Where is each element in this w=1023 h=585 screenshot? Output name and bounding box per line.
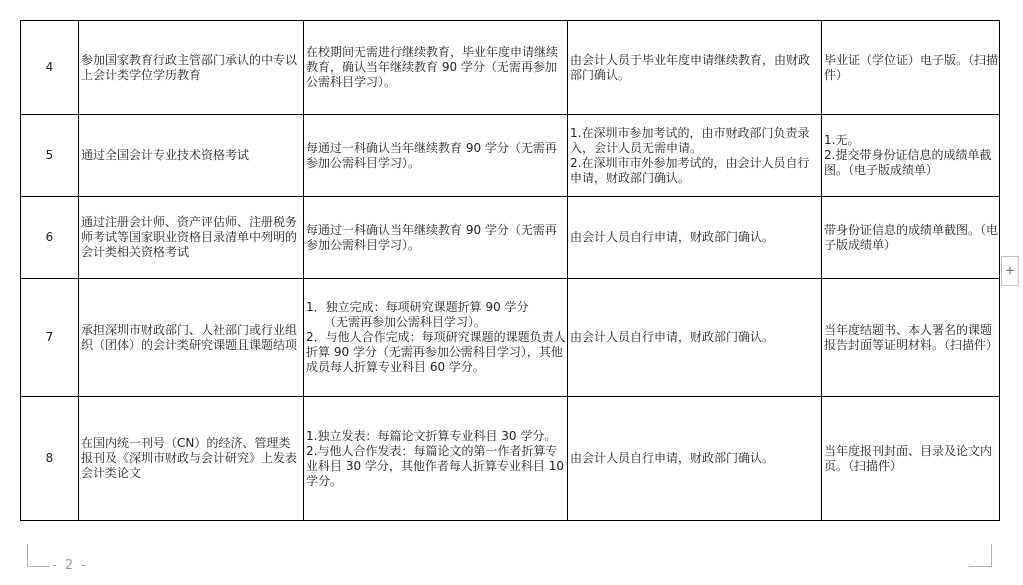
standard-line: 1.独立发表：每篇论文折算专业科目 30 学分。 [306,428,557,443]
standard-line: 1．独立完成：每项研究课题折算 90 学分 [306,300,529,314]
item-cell: 在国内统一刊号（CN）的经济、管理类报刊及《深圳市财政与会计研究》上发表会计类论文 [79,397,304,521]
procedure-line: 1.在深圳市参加考试的，由市财政部门负责录入，会计人员无需申请。 [570,125,810,155]
row-number: 5 [21,115,79,197]
standard-cell [304,279,568,397]
table-row [21,115,1000,197]
row-number: 4 [21,21,79,115]
materials-line: 2.提交带身份证信息的成绩单截图。（电子版成绩单） [824,148,992,177]
row-number: 6 [21,197,79,279]
standard-cell [304,397,568,521]
table-expand-plus-icon[interactable]: + [1001,256,1019,286]
item-cell: 承担深圳市财政部门、人社部门或行业组织（团体）的会计类研究课题且课题结项 [79,279,304,397]
table [20,20,1000,521]
page-corner-mark-left [27,544,50,567]
credit-recognition-table [20,20,1000,521]
procedure-cell [568,115,822,197]
item-cell: 通过全国会计专业技术资格考试 [79,115,304,197]
table-row [21,279,1000,397]
procedure-line: 2.在深圳市市外参加考试的，由会计人员自行申请，财政部门确认。 [570,155,810,185]
materials-line: 1.无。 [824,133,860,147]
procedure-cell: 由会计人员自行申请，财政部门确认。 [568,397,822,521]
procedure-cell: 由会计人员自行申请，财政部门确认。 [568,279,822,397]
standard-cell: 在校期间无需进行继续教育，毕业年度申请继续教育，确认当年继续教育 90 学分（无需再参加公需科目学习）。 [304,21,568,115]
materials-cell: 当年度报刊封面、目录及论文内页。（扫描件） [822,397,1000,521]
table-row [21,397,1000,521]
materials-cell [822,115,1000,197]
item-cell: 通过注册会计师、资产评估师、注册税务师考试等国家职业资格目录清单中列明的会计类相关资格考试 [79,197,304,279]
materials-cell: 带身份证信息的成绩单截图。（电子版成绩单） [822,197,1000,279]
row-number: 8 [21,397,79,521]
table-row [21,21,1000,115]
standard-line: （无需再参加公需科目学习）。 [324,315,487,329]
materials-cell: 毕业证（学位证）电子版。（扫描件） [822,21,1000,115]
standard-line: 2．与他人合作完成：每项研究课题的课题负责人折算 90 学分（无需再参加公需科目学习），其他成员每人折算专业科目 60 学分。 [306,330,566,374]
row-number: 7 [21,279,79,397]
page-number: - 2 - [52,558,88,573]
materials-cell: 当年度结题书、本人署名的课题报告封面等证明材料。（扫描件） [822,279,1000,397]
table-row [21,197,1000,279]
item-cell: 参加国家教育行政主管部门承认的中专以上会计类学位学历教育 [79,21,304,115]
procedure-cell: 由会计人员自行申请，财政部门确认。 [568,197,822,279]
standard-cell: 每通过一科确认当年继续教育 90 学分（无需再参加公需科目学习）。 [304,115,568,197]
standard-line: 2.与他人合作发表：每篇论文的第一作者折算专业科目 30 学分，其他作者每人折算专业科目 10 学分。 [306,443,564,488]
standard-cell: 每通过一科确认当年继续教育 90 学分（无需再参加公需科目学习）。 [304,197,568,279]
procedure-cell: 由会计人员于毕业年度申请继续教育，由财政部门确认。 [568,21,822,115]
page-corner-mark-right [969,544,992,567]
